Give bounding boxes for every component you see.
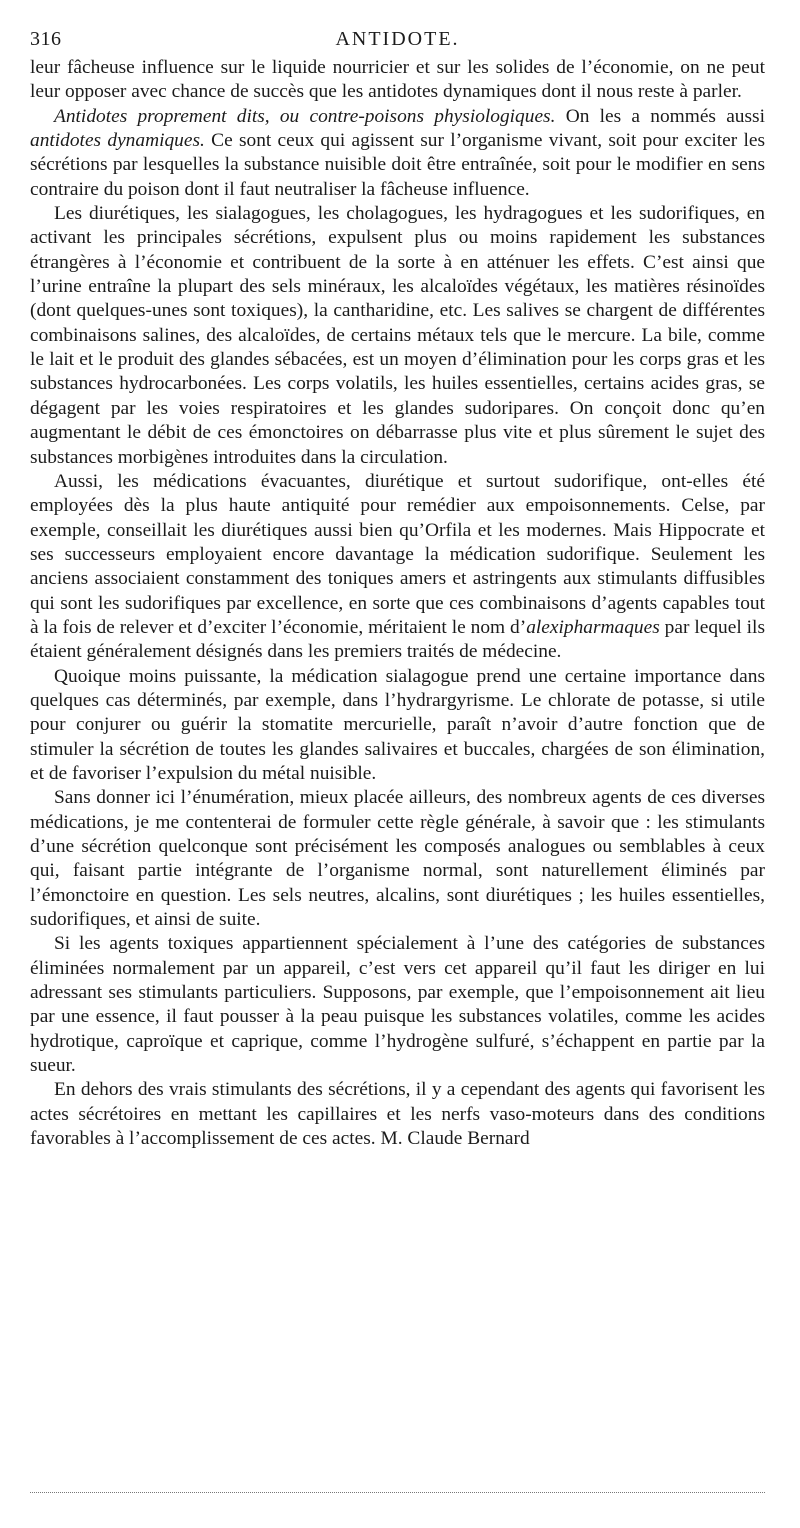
paragraph-sialagogue [30, 665, 765, 787]
page-header [30, 22, 765, 56]
paragraph-antidotes-definition [30, 105, 765, 202]
paragraph-toxic-agents [30, 932, 765, 1078]
paragraph-text: Les diurétiques, les sialagogues, les cholagogues, les hydragogues et les sudorifiques, en activant les principales sécrétions, expulsent plus ou moins rapidement les substances étrangères à l’économie et contribuent de la sorte à en atténuer les effets. C’est ainsi que l’urine entraîne la plupart des sels minéraux, les alcaloïdes végétaux, les matières résinoïdes (dont quelques-unes sont toxiques), la cantharidine, etc. Les salives se chargent de différentes combinaisons salines, des alcaloïdes, de certains métaux tels que le mercure. La bile, comme le lait et le produit des glandes sébacées, est un moyen d’élimination pour les corps gras et les substances hydrocarbonées. Les corps volatils, les huiles essentielles, certains acides gras, se dégagent par les voies respiratoires et les glandes sudoripares. On conçoit donc qu’en augmentant le débit de ces émonctoires on débarrasse plus vite et plus sûrement le sujet des substances morbigènes introduites dans la circulation. [30, 203, 765, 468]
paragraph-continuation [30, 56, 765, 105]
paragraph-text: Aussi, les médications évacuantes, diurétique et surtout sudorifique, ont-elles été employées dès la plus haute antiquité pour remédier aux empoisonnements. Celse, par exemple, conseillait les diurétiques aussi bien qu’Orfila et les modernes. Mais Hippocrate et ses successeurs employaient encore davantage la médication sudorifique. Seulement les anciens associaient constamment des toniques amers et astringents aux stimulants diffusibles qui sont les sudorifiques par excellence, en sorte que ces combinaisons d’agents capables tout à la fois de relever et d’exciter l’économie, méritaient le nom d’ [30, 470, 765, 638]
paragraph-text: leur fâcheuse influence sur le liquide nourricier et sur les solides de l’économie, on ne peut leur opposer avec chance de succès que les antidotes dynamiques dont il nous reste à parler. [30, 57, 765, 103]
paragraph-medications [30, 470, 765, 665]
running-title: ANTIDOTE. [335, 28, 460, 50]
paragraph-text: En dehors des vrais stimulants des sécrétions, il y a cependant des agents qui favorisent les actes sécrétoires en mettant les capillaires et les nerfs vaso-moteurs dans des conditions favorables à l’accomplissement de ces actes. M. Claude Bernard [30, 1079, 765, 1150]
book-page [30, 22, 765, 1151]
paragraph-text: On les a nommés aussi [555, 105, 765, 127]
italic-term: alexipharmaques [526, 616, 660, 638]
paragraph-text: Ce sont ceux qui agissent sur l’organisme vivant, soit pour exciter les sécrétions par lesquelles la substance nuisible doit être entraînée, soit pour le modifier en sens contraire du poison dont il faut neutraliser la fâcheuse influence. [30, 130, 766, 200]
paragraph-text: par lequel ils étaient généralement désignés dans les premiers traités de médecine. [30, 616, 765, 663]
body-text [30, 56, 765, 1151]
italic-term: antidotes dynamiques. [30, 130, 205, 152]
paragraph-secretions [30, 202, 765, 470]
paragraph-general-rule [30, 786, 765, 932]
page-number: 316 [30, 28, 62, 50]
paragraph-text: Quoique moins puissante, la médication sialagogue prend une certaine importance dans quelques cas déterminés, par exemple, dans l’hydrargyrisme. Le chlorate de potasse, si utile pour conjurer ou guérir la stomatite mercurielle, paraît n’avoir d’autre fonction que de stimuler la sécrétion de toutes les glandes salivaires et buccales, chargées de son élimination, et de favoriser l’expulsion du métal nuisible. [30, 665, 765, 784]
section-heading-italic: Antidotes proprement dits, ou contre-poisons physiologiques. [54, 105, 556, 127]
footer-rule [30, 1492, 765, 1493]
paragraph-text: Sans donner ici l’énumération, mieux placée ailleurs, des nombreux agents de ces diverses médications, je me contenterai de formuler cette règle générale, à savoir que : les stimulants d’une sécrétion quelconque sont précisément les composés analogues ou semblables à ceux qui, faisant partie intégrante de l’organisme normal, sont naturellement éliminés par l’émonctoire en question. Les sels neutres, alcalins, sont diurétiques ; les huiles essentielles, sudorifiques, et ainsi de suite. [30, 787, 765, 931]
paragraph-vasomotor [30, 1078, 765, 1151]
paragraph-text: Si les agents toxiques appartiennent spécialement à l’une des catégories de substances éliminées normalement par un appareil, c’est vers cet appareil qu’il faut les diriger en lui adressant ses stimulants particuliers. Supposons, par exemple, que l’empoisonnement ait lieu par une essence, il faut pousser à la peau puisque les substances volatiles, comme les acides hydrotique, caproïque et caprique, comme l’hydrogène sulfuré, s’échappent en partie par la sueur. [30, 933, 765, 1077]
